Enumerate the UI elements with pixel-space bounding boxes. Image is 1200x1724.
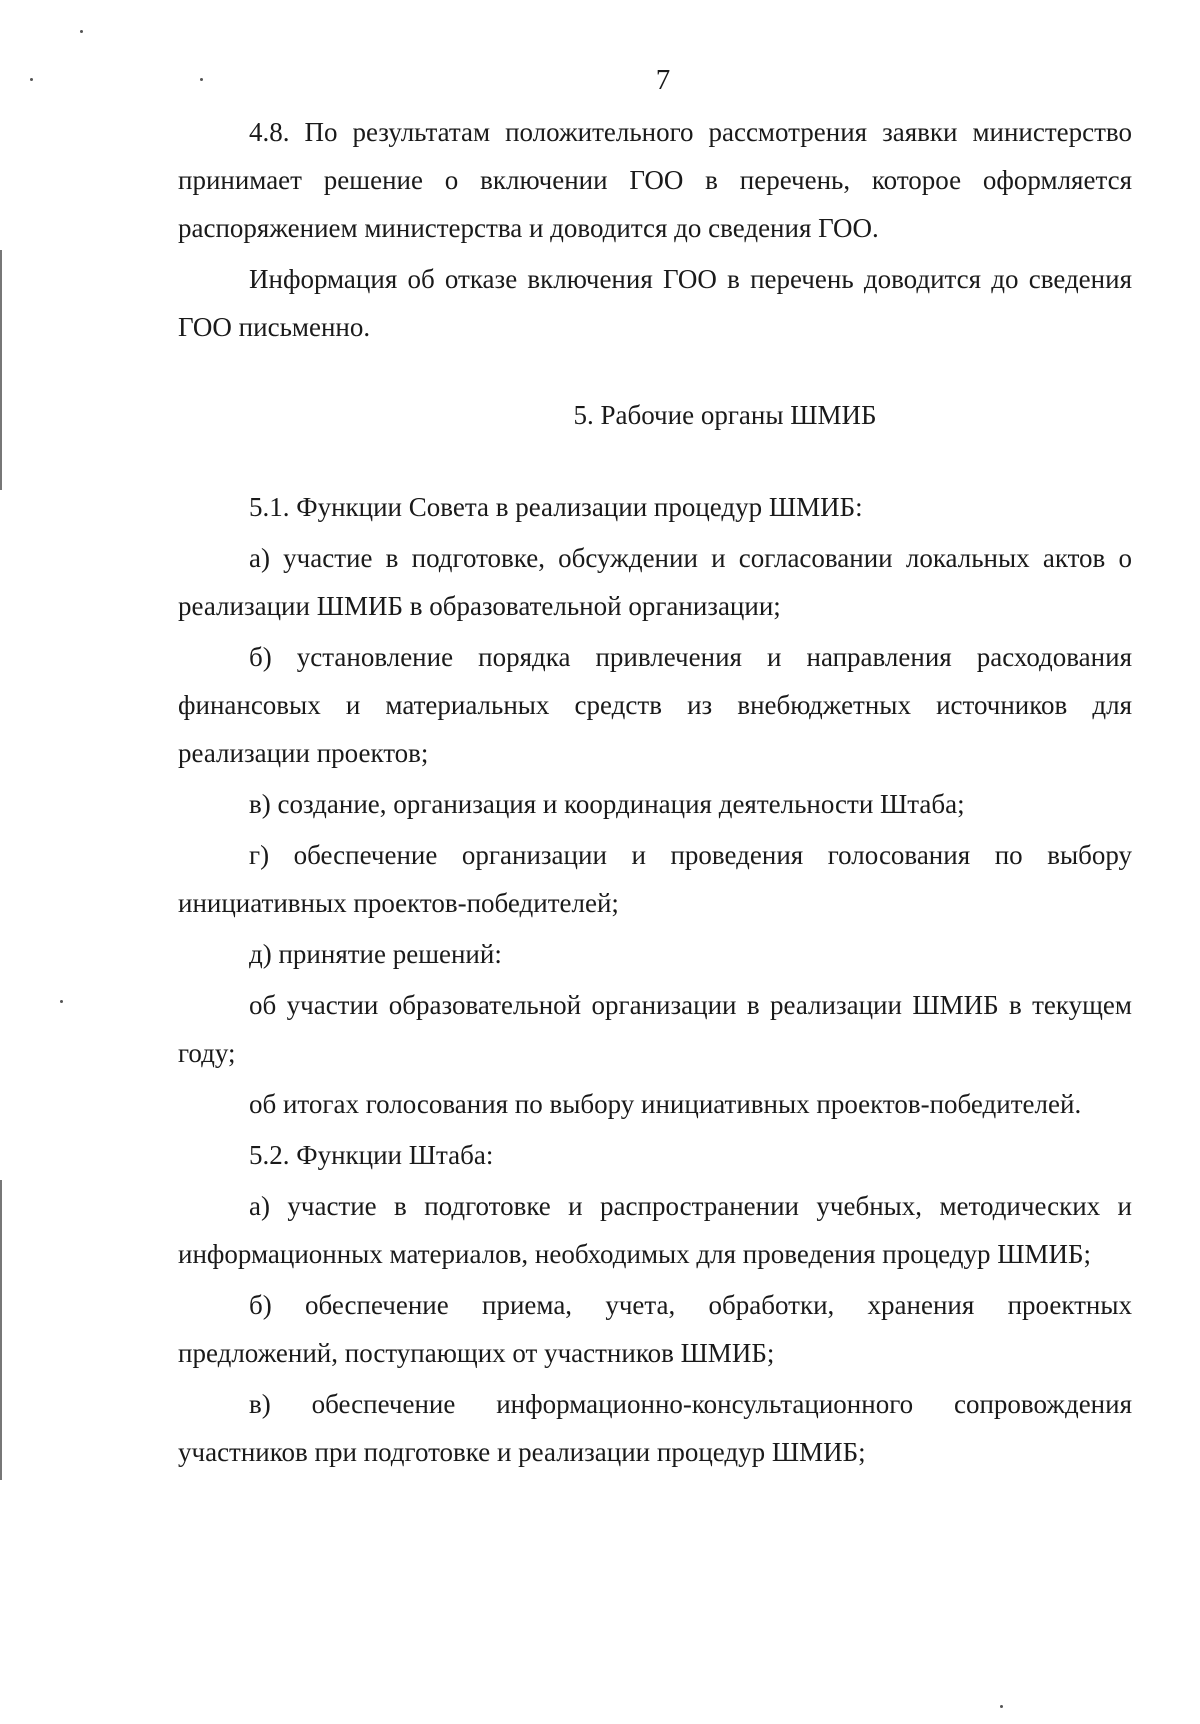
scan-speck	[60, 1000, 63, 1003]
paragraph: в) обеспечение информационно-консультационного сопровождения участников при подготовке и реализации процедур ШМИБ;	[178, 1389, 1132, 1467]
paragraph: б) установление порядка привлечения и направления расходования финансовых и материальных средств из внебюджетных источников для реализации проектов;	[178, 642, 1132, 768]
paragraph: в) создание, организация и координация деятельности Штаба;	[249, 789, 965, 819]
scan-speck	[1000, 1705, 1003, 1708]
paragraph: б) обеспечение приема, учета, обработки, хранения проектных предложений, поступающих от участников ШМИБ;	[178, 1290, 1132, 1368]
page-number: 7	[655, 64, 671, 96]
paragraph: а) участие в подготовке и распространении учебных, методических и информационных материалов, необходимых для проведения процедур ШМИБ;	[178, 1191, 1132, 1269]
paragraph: д) принятие решений:	[249, 939, 502, 969]
scan-speck	[80, 30, 83, 33]
paragraph: а) участие в подготовке, обсуждении и согласовании локальных актов о реализации ШМИБ в образовательной организации;	[178, 543, 1132, 621]
paragraph: Информация об отказе включения ГОО в перечень доводится до сведения ГОО письменно.	[178, 264, 1132, 342]
document-body	[178, 108, 1132, 1479]
paragraph: 5.1. Функции Совета в реализации процедур ШМИБ:	[249, 492, 863, 522]
scan-edge-mark	[0, 1180, 2, 1480]
paragraph: 5.2. Функции Штаба:	[249, 1140, 494, 1170]
section-heading: 5. Рабочие органы ШМИБ	[573, 400, 877, 430]
paragraph: 4.8. По результатам положительного рассмотрения заявки министерство принимает решение о включении ГОО в перечень, которое оформляется распоряжением министерства и доводится до сведения ГОО.	[178, 117, 1132, 243]
paragraph: г) обеспечение организации и проведения голосования по выбору инициативных проектов-победителей;	[178, 840, 1132, 918]
paragraph: об итогах голосования по выбору инициативных проектов-победителей.	[249, 1089, 1082, 1119]
scan-edge-mark	[0, 250, 2, 490]
paragraph: об участии образовательной организации в реализации ШМИБ в текущем году;	[178, 990, 1132, 1068]
